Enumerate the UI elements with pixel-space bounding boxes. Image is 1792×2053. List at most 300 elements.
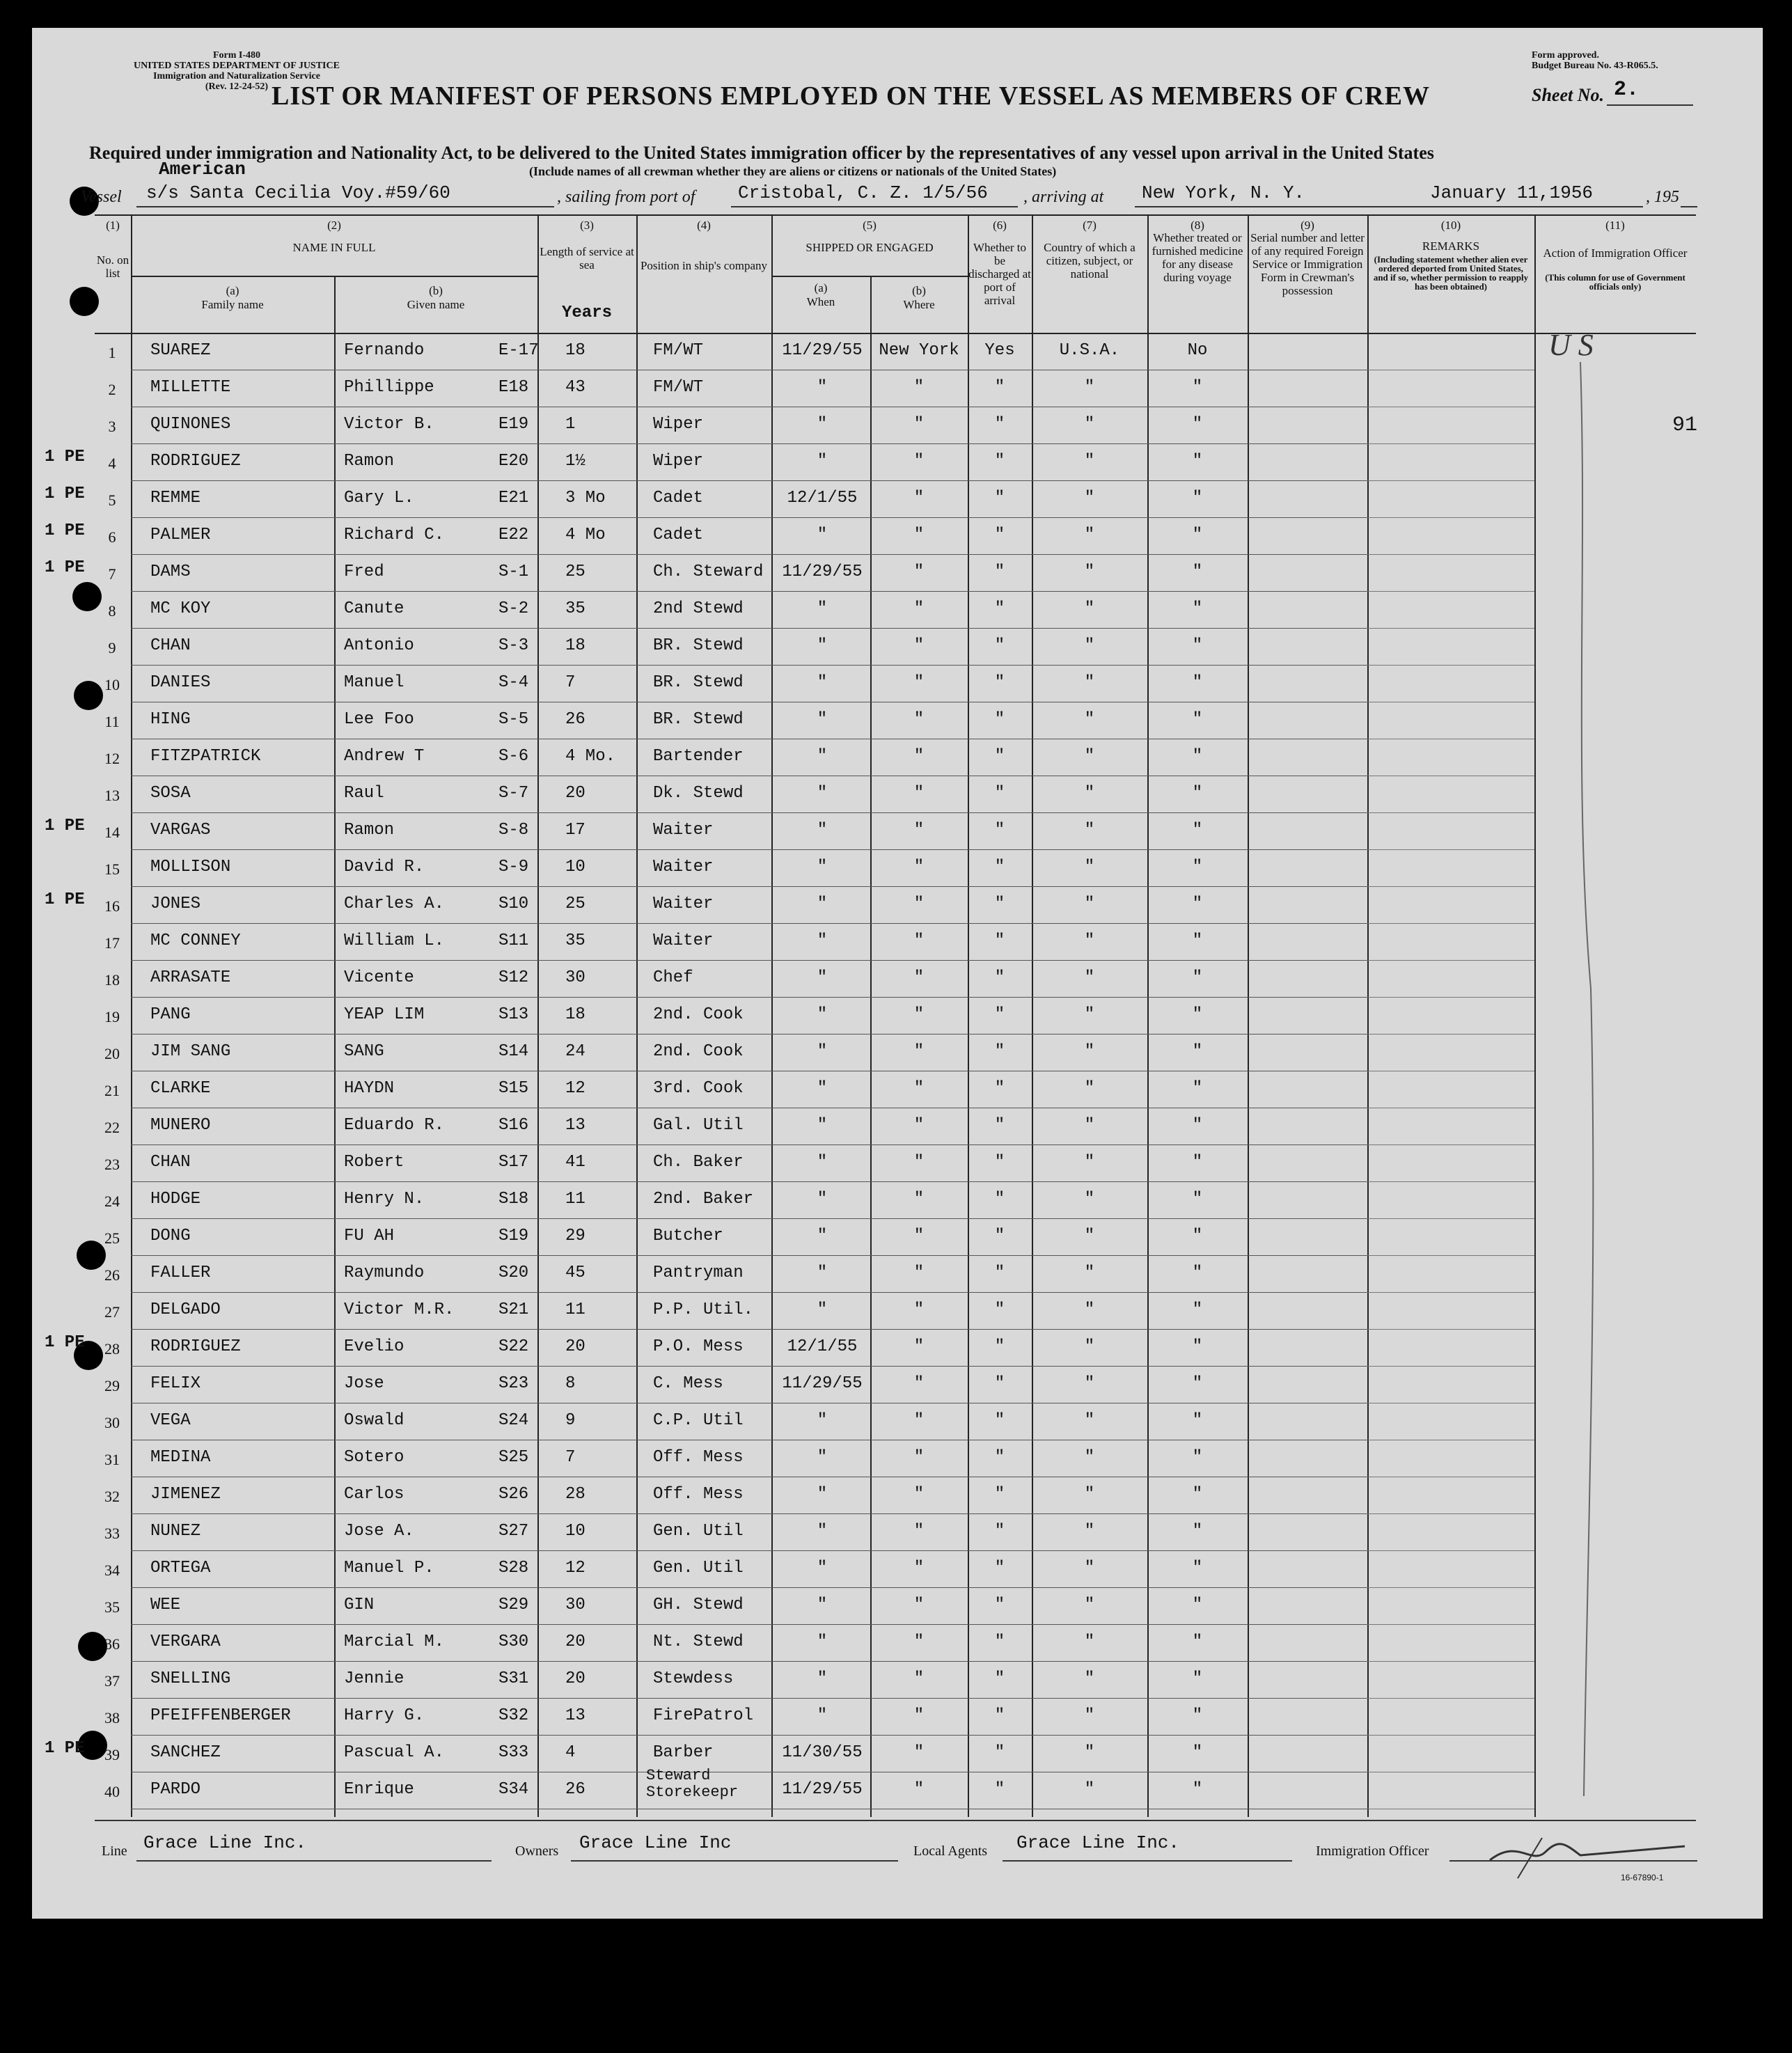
service-length: 26: [565, 710, 585, 729]
service-length: 1: [565, 415, 576, 434]
given-name: Jose A.: [344, 1522, 414, 1541]
row-number: 7: [108, 565, 116, 583]
discharged: ": [994, 931, 1005, 950]
remarks-row-rule: [1367, 997, 1534, 998]
shipped-where: ": [913, 489, 925, 508]
family-name: MOLLISON: [150, 858, 231, 876]
given-name: Victor M.R.: [344, 1300, 455, 1319]
row-rule: [131, 960, 1367, 961]
row-number: 17: [104, 934, 120, 952]
row-number: 8: [108, 602, 116, 620]
column-divider: [1534, 214, 1536, 1817]
family-name: SOSA: [150, 784, 191, 803]
crew-code: S20: [498, 1264, 529, 1282]
family-name: MILLETTE: [150, 378, 231, 397]
arriving-underline: [1135, 206, 1643, 207]
treated: ": [1192, 1042, 1203, 1061]
row-number: 19: [104, 1008, 120, 1025]
given-name: Ramon: [344, 452, 395, 471]
row-number: 20: [104, 1045, 120, 1062]
given-name: Ramon: [344, 821, 395, 840]
shipped-when: ": [817, 1596, 828, 1614]
position: Waiter: [653, 895, 714, 913]
row-number: 18: [104, 971, 120, 989]
family-name: FELIX: [150, 1374, 201, 1393]
crew-code: E19: [498, 415, 529, 434]
remarks-row-rule: [1367, 1735, 1534, 1736]
country: ": [1084, 378, 1095, 397]
treated: ": [1192, 931, 1203, 950]
given-name: Manuel P.: [344, 1559, 434, 1578]
row-number: 37: [104, 1672, 120, 1690]
sheet-underline: [1607, 104, 1693, 106]
row-rule: [131, 1698, 1367, 1699]
discharged: ": [994, 378, 1005, 397]
shipped-when: ": [817, 1079, 828, 1098]
column-divider: [1248, 214, 1249, 1817]
sailing-underline: [731, 206, 1018, 207]
crew-code: S-6: [498, 747, 529, 766]
discharged: ": [994, 489, 1005, 508]
country: ": [1084, 1116, 1095, 1135]
country: ": [1084, 1227, 1095, 1245]
remarks-row-rule: [1367, 1587, 1534, 1588]
shipped-when: 11/29/55: [782, 341, 863, 360]
when-header: When: [806, 295, 835, 308]
crew-code: S-8: [498, 821, 529, 840]
shipped-where: ": [913, 636, 925, 655]
discharged: ": [994, 452, 1005, 471]
discharged: ": [994, 1300, 1005, 1319]
row-rule: [131, 1661, 1367, 1662]
given-name: GIN: [344, 1596, 375, 1614]
country: ": [1084, 1005, 1095, 1024]
row-number: 26: [104, 1266, 120, 1284]
row-number: 32: [104, 1488, 120, 1505]
row-rule: [131, 665, 1367, 666]
given-name: Jose: [344, 1374, 384, 1393]
given-name: YEAP LIM: [344, 1005, 425, 1024]
country: ": [1084, 1300, 1095, 1319]
row-number: 21: [104, 1082, 120, 1099]
treated: ": [1192, 1337, 1203, 1356]
shipped-where: ": [913, 1448, 925, 1467]
given-name: Charles A.: [344, 895, 445, 913]
crew-code: S34: [498, 1780, 529, 1799]
col2-number: (2): [327, 219, 341, 232]
row-number: 14: [104, 824, 120, 841]
discharged: ": [994, 1485, 1005, 1504]
crew-code: S25: [498, 1448, 529, 1467]
position: Ch. Steward: [653, 563, 764, 581]
discharged: ": [994, 1337, 1005, 1356]
country: ": [1084, 1559, 1095, 1578]
remarks-row-rule: [1367, 1329, 1534, 1330]
service-length: 43: [565, 378, 585, 397]
given-name: Oswald: [344, 1411, 404, 1430]
us-annotation: U S: [1548, 328, 1594, 362]
shipped-when: ": [817, 747, 828, 766]
shipped-where: ": [913, 1190, 925, 1209]
shipped-when: 11/29/55: [782, 563, 863, 581]
shipped-where: ": [913, 710, 925, 729]
shipped-when: ": [817, 710, 828, 729]
crew-code: E-17: [498, 341, 539, 360]
col5b-number: (b): [912, 284, 926, 297]
position: Butcher: [653, 1227, 723, 1245]
row-rule: [131, 997, 1367, 998]
treated: ": [1192, 1669, 1203, 1688]
given-name: Raymundo: [344, 1264, 425, 1282]
discharged-header: Whether to be discharged at port of arrival: [968, 241, 1031, 307]
shipped-when: ": [817, 1559, 828, 1578]
position: Wiper: [653, 415, 704, 434]
shipped-where: ": [913, 1227, 925, 1245]
treated: ": [1192, 1005, 1203, 1024]
department-name: UNITED STATES DEPARTMENT OF JUSTICE: [134, 61, 340, 71]
margin-stroke-icon: [1566, 362, 1608, 1824]
family-name: PARDO: [150, 1780, 201, 1799]
crew-code: S15: [498, 1079, 529, 1098]
service-header: Length of service at sea: [540, 245, 634, 272]
treated: ": [1192, 489, 1203, 508]
shipped-when: 11/29/55: [782, 1780, 863, 1799]
treated: ": [1192, 858, 1203, 876]
shipped-where: ": [913, 1780, 925, 1799]
form-number: Form I-480: [212, 50, 261, 61]
given-name: Carlos: [344, 1485, 404, 1504]
country: ": [1084, 1596, 1095, 1614]
position: P.O. Mess: [653, 1337, 744, 1356]
family-name: PFEIFFENBERGER: [150, 1706, 291, 1725]
service-length: 13: [565, 1116, 585, 1135]
family-name: SANCHEZ: [150, 1743, 221, 1762]
crew-code: E20: [498, 452, 529, 471]
given-name: Jennie: [344, 1669, 404, 1688]
discharged: ": [994, 1596, 1005, 1614]
discharged: ": [994, 1743, 1005, 1762]
family-name: FITZPATRICK: [150, 747, 261, 766]
shipped-when: ": [817, 1005, 828, 1024]
treated: ": [1192, 1190, 1203, 1209]
family-name: HING: [150, 710, 191, 729]
col5-number: (5): [863, 219, 877, 232]
country: ": [1084, 452, 1095, 471]
country: ": [1084, 563, 1095, 581]
row-rule: [131, 1735, 1367, 1736]
country: U.S.A.: [1059, 341, 1120, 360]
row-rule: [131, 628, 1367, 629]
row-rule: [131, 886, 1367, 887]
service-length: 20: [565, 1633, 585, 1651]
position: Stewdess: [653, 1669, 734, 1688]
row-rule: [131, 1366, 1367, 1367]
treated: ": [1192, 1079, 1203, 1098]
col2a-number: (a): [226, 284, 239, 297]
family-name: JIMENEZ: [150, 1485, 221, 1504]
shipped-where: ": [913, 895, 925, 913]
pe-mark: 1 PE: [45, 448, 85, 466]
row-rule: [131, 480, 1367, 481]
column-divider: [537, 214, 539, 1817]
remarks-row-rule: [1367, 591, 1534, 592]
row-number: 13: [104, 787, 120, 804]
position: Gen. Util: [653, 1559, 744, 1578]
treated: ": [1192, 968, 1203, 987]
row-rule: [131, 849, 1367, 850]
crew-code: S-3: [498, 636, 529, 655]
agents-value: Grace Line Inc.: [1016, 1832, 1180, 1853]
shipped-where: ": [913, 1264, 925, 1282]
shipped-when: 12/1/55: [787, 489, 858, 508]
shipped-when: ": [817, 895, 828, 913]
shipped-when: ": [817, 931, 828, 950]
position: Pantryman: [653, 1264, 744, 1282]
crew-code: S23: [498, 1374, 529, 1393]
remarks-row-rule: [1367, 628, 1534, 629]
discharged: Yes: [984, 341, 1015, 360]
agents-underline: [1003, 1860, 1292, 1862]
manifest-date: January 11,1956: [1430, 182, 1594, 203]
given-name: Phillippe: [344, 378, 434, 397]
discharged: ": [994, 1116, 1005, 1135]
row-number: 29: [104, 1377, 120, 1394]
shipped-when: ": [817, 821, 828, 840]
treated: ": [1192, 1633, 1203, 1651]
row-number: 30: [104, 1414, 120, 1431]
treated: ": [1192, 1743, 1203, 1762]
given-name: Fred: [344, 563, 384, 581]
given-name: Marcial M.: [344, 1633, 445, 1651]
service-length: 9: [565, 1411, 576, 1430]
service-length: 4: [565, 1743, 576, 1762]
discharged: ": [994, 415, 1005, 434]
family-name: JIM SANG: [150, 1042, 231, 1061]
given-name-divider: [334, 276, 336, 1817]
remarks-row-rule: [1367, 554, 1534, 555]
shipped-when: ": [817, 599, 828, 618]
country: ": [1084, 1190, 1095, 1209]
remarks-row-rule: [1367, 1255, 1534, 1256]
discharged: ": [994, 1374, 1005, 1393]
position-header: Position in ship's company: [640, 259, 768, 272]
country: ": [1084, 968, 1095, 987]
service-length: 41: [565, 1153, 585, 1172]
remarks-row-rule: [1367, 1292, 1534, 1293]
crew-code: S31: [498, 1669, 529, 1688]
country: ": [1084, 1485, 1095, 1504]
shipped-where: ": [913, 858, 925, 876]
remarks-row-rule: [1367, 1513, 1534, 1514]
given-name: Raul: [344, 784, 384, 803]
given-name: Sotero: [344, 1448, 404, 1467]
family-name: MC CONNEY: [150, 931, 241, 950]
print-code: 16-67890-1: [1621, 1873, 1664, 1882]
form-serial-header: Serial number and letter of any required Foreign Service or Immigration Form in Crewman's possession: [1250, 231, 1365, 297]
discharged: ": [994, 563, 1005, 581]
crew-code: E22: [498, 526, 529, 544]
vessel-underline: [136, 206, 554, 207]
service-length: 20: [565, 1337, 585, 1356]
position: BR. Stewd: [653, 636, 744, 655]
treated: ": [1192, 747, 1203, 766]
given-name: Vicente: [344, 968, 414, 987]
shipped-when: ": [817, 1706, 828, 1725]
given-name: Canute: [344, 599, 404, 618]
shipped-where: ": [913, 415, 925, 434]
col5a-number: (a): [814, 281, 828, 294]
shipped-header: SHIPPED OR ENGAGED: [805, 241, 934, 254]
row-number: 31: [104, 1451, 120, 1468]
service-unit: Years: [561, 304, 612, 322]
shipped-where: ": [913, 1042, 925, 1061]
position: Bartender: [653, 747, 744, 766]
crew-code: S21: [498, 1300, 529, 1319]
row-number: 34: [104, 1562, 120, 1579]
discharged: ": [994, 1153, 1005, 1172]
shipped-when: ": [817, 1153, 828, 1172]
row-number: 22: [104, 1119, 120, 1136]
remarks-row-rule: [1367, 1661, 1534, 1662]
row-rule: [131, 443, 1367, 444]
position: FM/WT: [653, 378, 704, 397]
remarks-row-rule: [1367, 812, 1534, 813]
crew-code: S19: [498, 1227, 529, 1245]
treated: ": [1192, 1300, 1203, 1319]
vessel-label: Vessel: [81, 188, 122, 206]
position: Off. Mess: [653, 1485, 744, 1504]
shipped-where: New York: [879, 341, 959, 360]
shipped-where: ": [913, 1596, 925, 1614]
arriving-port: New York, N. Y.: [1142, 182, 1305, 203]
row-rule: [131, 554, 1367, 555]
shipped-when: 12/1/55: [787, 1337, 858, 1356]
treated: ": [1192, 415, 1203, 434]
shipped-where: ": [913, 1005, 925, 1024]
owners-value: Grace Line Inc: [579, 1832, 732, 1853]
shipped-where: ": [913, 1374, 925, 1393]
year-underline: [1681, 206, 1697, 207]
service-length: 1½: [565, 452, 585, 471]
service-length: 25: [565, 895, 585, 913]
service-length: 30: [565, 1596, 585, 1614]
treated: ": [1192, 821, 1203, 840]
row-number: 24: [104, 1193, 120, 1210]
row-number: 36: [104, 1635, 120, 1653]
table-top-rule: [95, 214, 1696, 216]
country: ": [1084, 1743, 1095, 1762]
country: ": [1084, 1780, 1095, 1799]
service-length: 7: [565, 673, 576, 692]
position: Cadet: [653, 526, 704, 544]
service-length: 11: [565, 1190, 585, 1209]
remarks-row-rule: [1367, 1034, 1534, 1035]
position: 2nd. Cook: [653, 1042, 744, 1061]
family-name: CLARKE: [150, 1079, 211, 1098]
position: Waiter: [653, 931, 714, 950]
shipped-where: ": [913, 1079, 925, 1098]
remarks-row-rule: [1367, 443, 1534, 444]
given-name: Antonio: [344, 636, 414, 655]
shipped-when: ": [817, 452, 828, 471]
treated: ": [1192, 378, 1203, 397]
given-name: HAYDN: [344, 1079, 395, 1098]
shipped-where: ": [913, 747, 925, 766]
family-name: RODRIGUEZ: [150, 452, 241, 471]
crew-code: S-2: [498, 599, 529, 618]
form-approval: [1532, 50, 1740, 71]
treated: ": [1192, 1559, 1203, 1578]
country: ": [1084, 747, 1095, 766]
col10-number: (10): [1440, 219, 1461, 232]
form-revision: (Rev. 12-24-52): [205, 81, 269, 92]
sailing-port: Cristobal, C. Z. 1/5/56: [738, 182, 988, 203]
country: ": [1084, 1411, 1095, 1430]
treated: ": [1192, 1227, 1203, 1245]
row-rule: [131, 1255, 1367, 1256]
crew-code: S14: [498, 1042, 529, 1061]
pe-mark: 1 PE: [45, 1333, 85, 1352]
discharged: ": [994, 1190, 1005, 1209]
family-name: SUAREZ: [150, 341, 211, 360]
shipped-when: ": [817, 858, 828, 876]
shipped-where: ": [913, 1743, 925, 1762]
row-number: 38: [104, 1709, 120, 1726]
column-divider: [636, 214, 638, 1817]
position: 2nd. Cook: [653, 1005, 744, 1024]
position: Steward Storekeepr: [646, 1767, 739, 1801]
shipped-when: 11/29/55: [782, 1374, 863, 1393]
given-name: Harry G.: [344, 1706, 425, 1725]
given-name: Henry N.: [344, 1190, 425, 1209]
family-name: HODGE: [150, 1190, 201, 1209]
service-length: 10: [565, 858, 585, 876]
shipped-when: ": [817, 968, 828, 987]
row-number: 35: [104, 1598, 120, 1616]
given-name: David R.: [344, 858, 425, 876]
column-divider: [131, 214, 132, 1817]
crew-code: S22: [498, 1337, 529, 1356]
position: 3rd. Cook: [653, 1079, 744, 1098]
service-length: 7: [565, 1448, 576, 1467]
service-length: 24: [565, 1042, 585, 1061]
discharged: ": [994, 1669, 1005, 1688]
treated: ": [1192, 1780, 1203, 1799]
row-number: 3: [108, 418, 116, 435]
given-name: Enrique: [344, 1780, 414, 1799]
shipped-where: ": [913, 526, 925, 544]
remarks-row-rule: [1367, 923, 1534, 924]
shipped-when: ": [817, 1522, 828, 1541]
line-label: Line: [102, 1843, 127, 1859]
shipped-when: ": [817, 415, 828, 434]
shipped-where: ": [913, 563, 925, 581]
position: BR. Stewd: [653, 710, 744, 729]
family-name: VERGARA: [150, 1633, 221, 1651]
remarks-row-rule: [1367, 1366, 1534, 1367]
treated: ": [1192, 636, 1203, 655]
shipped-where: ": [913, 821, 925, 840]
shipped-when: ": [817, 526, 828, 544]
position: Off. Mess: [653, 1448, 744, 1467]
country: ": [1084, 1633, 1095, 1651]
country: ": [1084, 1079, 1095, 1098]
service-length: 45: [565, 1264, 585, 1282]
col6-number: (6): [993, 219, 1007, 232]
family-name-header: Family name: [201, 298, 264, 311]
row-number: 15: [104, 860, 120, 878]
shipped-when: ": [817, 1485, 828, 1504]
